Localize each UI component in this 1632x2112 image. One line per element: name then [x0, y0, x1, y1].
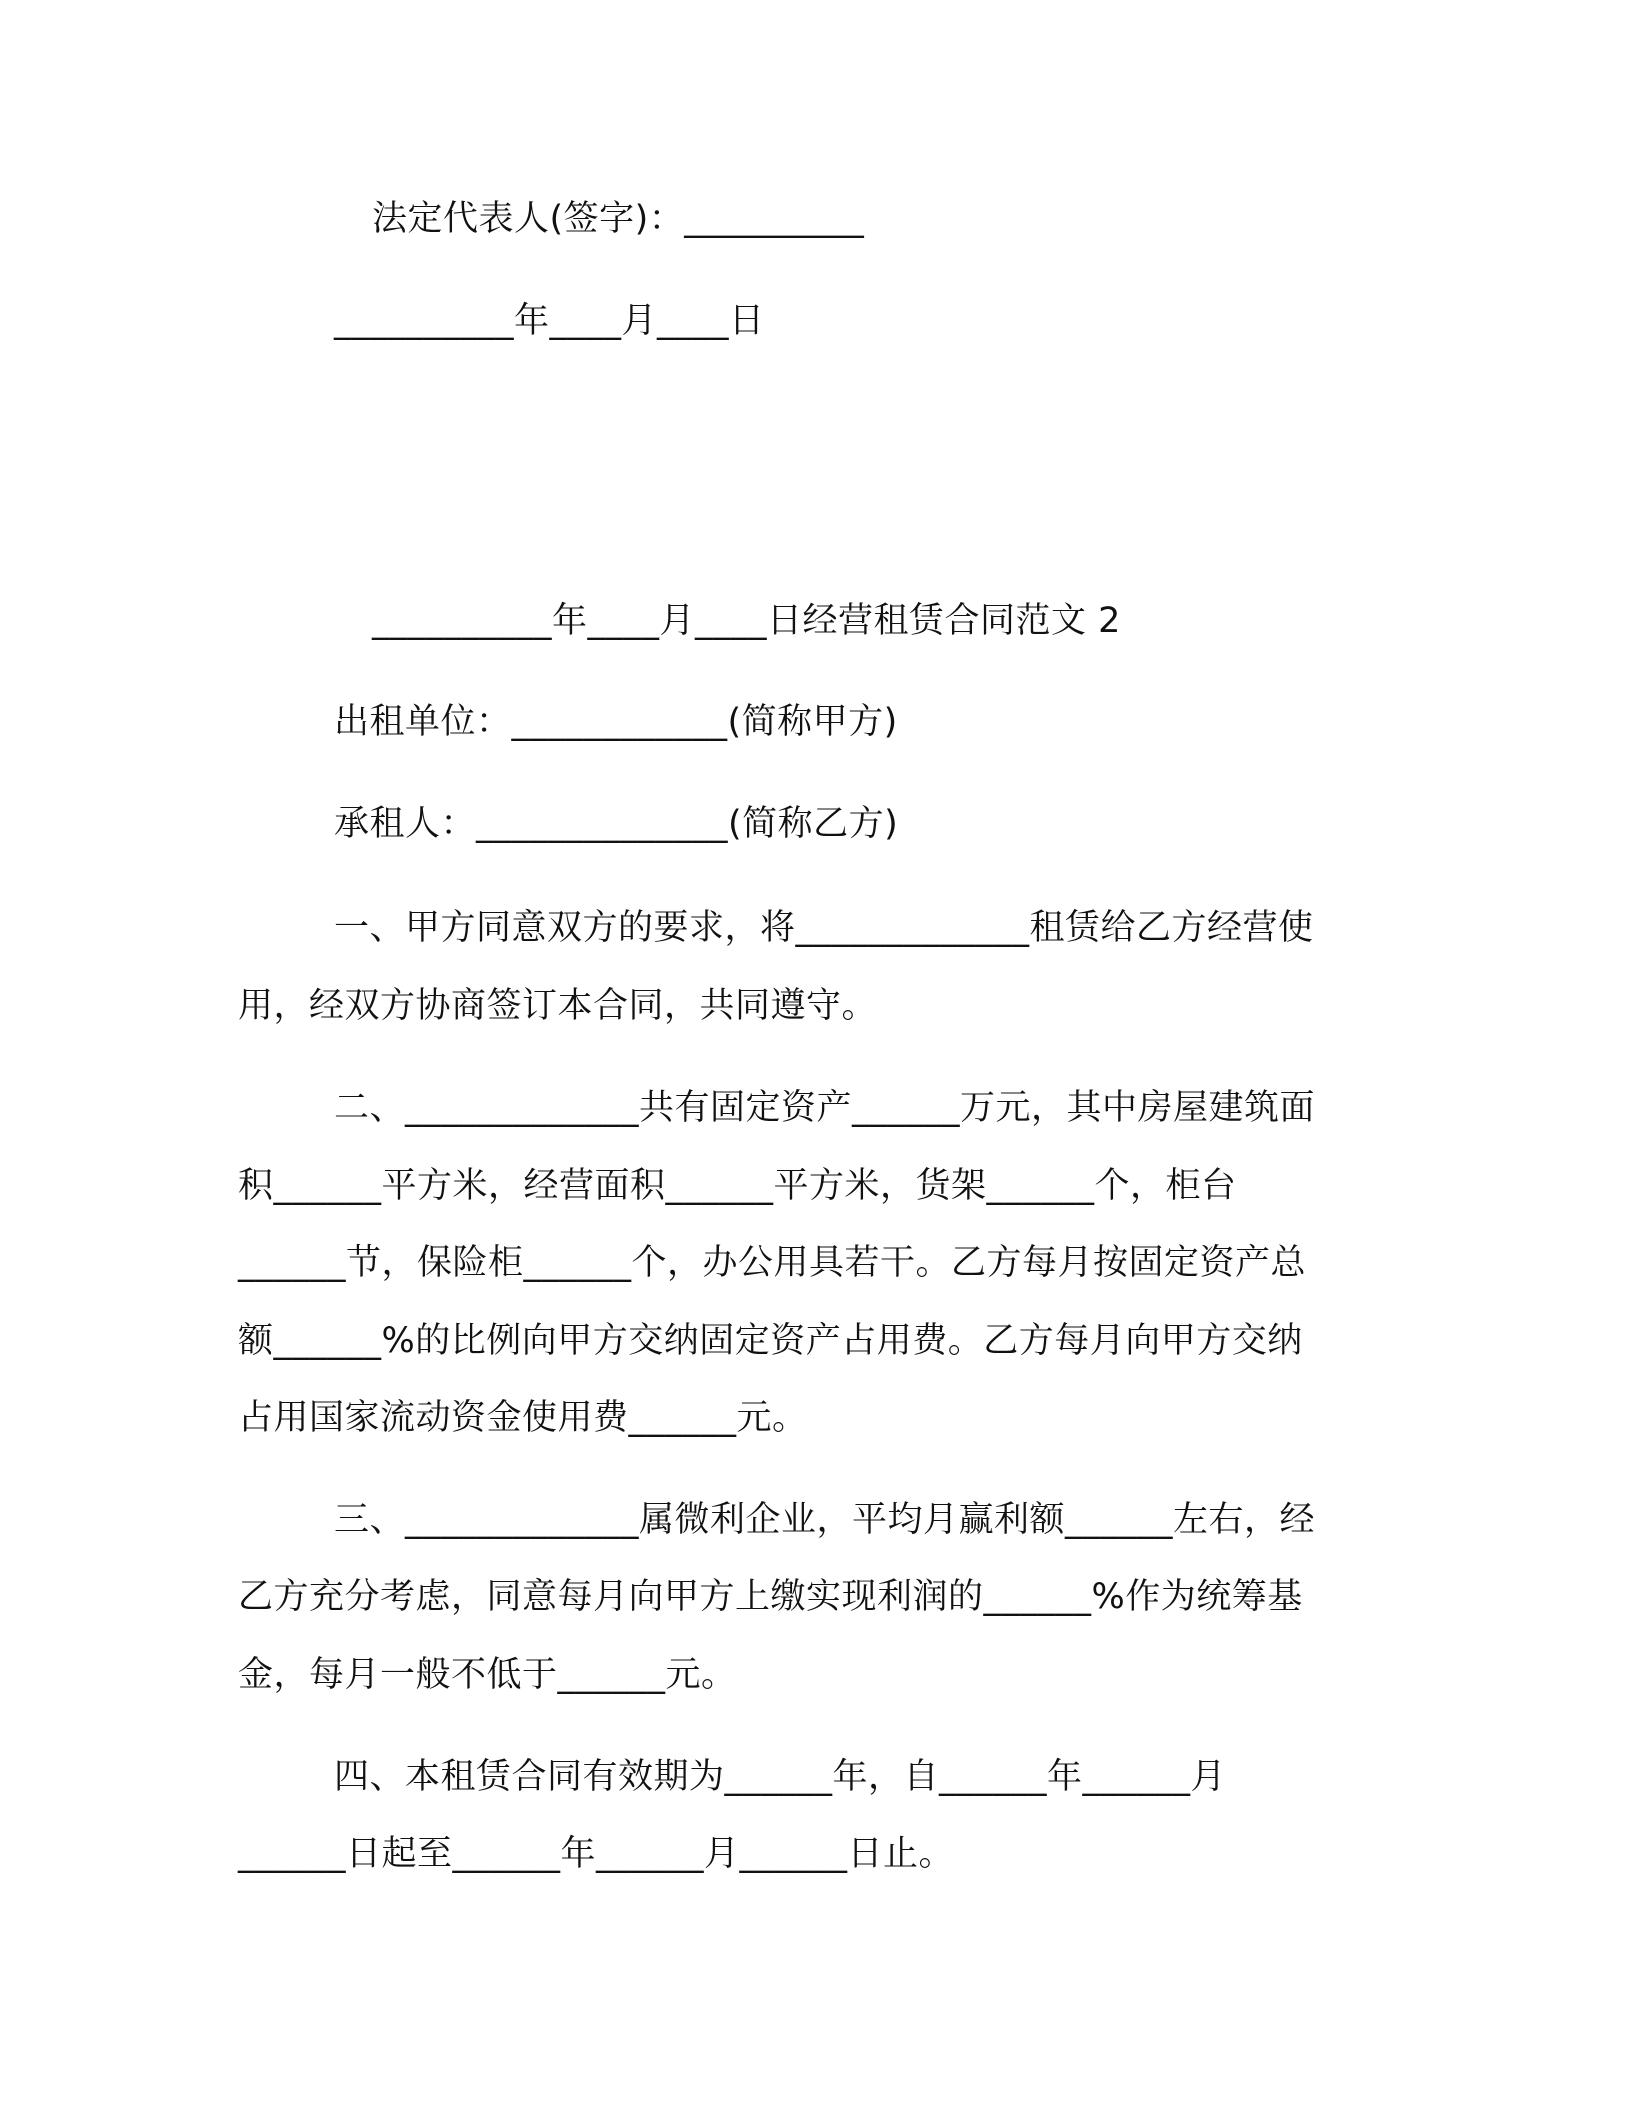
clause-2-line-2: 积______平方米，经营面积______平方米，货架______个，柜台: [238, 1166, 1237, 1206]
clause-2-line-3: ______节，保险柜______个，办公用具若干。乙方每月按固定资产总: [238, 1243, 1307, 1283]
clause-3-line-2: 乙方充分考虑，同意每月向甲方上缴实现利润的______%作为统筹基: [238, 1577, 1303, 1617]
legal-rep-signature-line: 法定代表人(签字)：__________: [372, 199, 865, 239]
clause-2-line-4: 额______%的比例向甲方交纳固定资产占用费。乙方每月向甲方交纳: [238, 1321, 1303, 1361]
clause-3-line-3: 金，每月一般不低于______元。: [238, 1655, 737, 1695]
contract-title: __________年____月____日经营租赁合同范文 2: [372, 601, 1121, 641]
clause-2-line-1: 二、_____________共有固定资产______万元，其中房屋建筑面: [334, 1088, 1316, 1128]
signature-date-line: __________年____月____日: [334, 301, 765, 341]
clause-1-line-1: 一、甲方同意双方的要求，将_____________租赁给乙方经营使: [334, 908, 1314, 948]
lessor-line: 出租单位：____________(简称甲方): [334, 702, 898, 742]
clause-3-line-1: 三、_____________属微利企业，平均月赢利额______左右，经: [334, 1500, 1316, 1540]
clause-2-line-5: 占用国家流动资金使用费______元。: [238, 1398, 808, 1438]
clause-1-line-2: 用，经双方协商签订本合同，共同遵守。: [238, 986, 878, 1026]
lessee-line: 承租人：______________(简称乙方): [334, 804, 899, 844]
clause-4-line-1: 四、本租赁合同有效期为______年，自______年______月: [334, 1757, 1227, 1797]
clause-4-line-2: ______日起至______年______月______日止。: [238, 1834, 955, 1874]
